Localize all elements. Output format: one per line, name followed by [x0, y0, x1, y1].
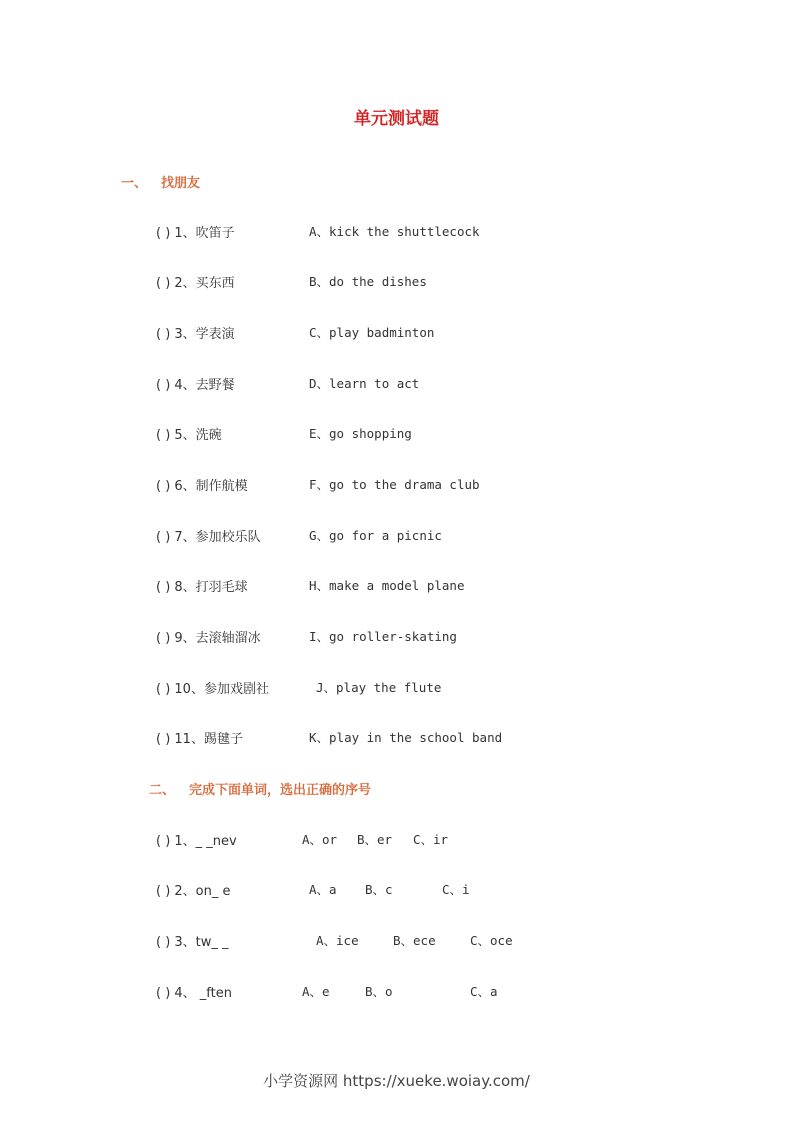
list-item [0, 830, 793, 850]
list-item [0, 272, 793, 292]
list-item [0, 374, 793, 394]
list-item [0, 728, 793, 748]
list-item [0, 424, 793, 444]
section-title: 找朋友 [161, 176, 201, 191]
section-heading-1 [121, 172, 200, 191]
question: ( ) 3、tw_ _ [156, 935, 229, 950]
question: ( ) 8、打羽毛球 [156, 580, 248, 595]
option-b: B、c [365, 882, 393, 897]
list-item [0, 678, 793, 698]
list-item [0, 931, 793, 951]
answer-option: G、go for a picnic [309, 528, 442, 543]
option-c: C、a [470, 984, 498, 999]
question: ( ) 2、买东西 [156, 276, 235, 291]
question: ( ) 10、参加戏剧社 [156, 682, 269, 697]
question: ( ) 6、制作航模 [156, 479, 248, 494]
option-a: A、e [302, 984, 330, 999]
option-b: B、ece [393, 933, 436, 948]
answer-option: J、play the flute [316, 680, 442, 695]
question: ( ) 2、on_ e [156, 884, 231, 899]
list-item [0, 982, 793, 1002]
answer-option: H、make a model plane [309, 578, 465, 593]
question: ( ) 1、吹笛子 [156, 226, 235, 241]
answer-option: I、go roller-skating [309, 629, 457, 644]
question: ( ) 4、去野餐 [156, 378, 235, 393]
section-heading-2 [149, 779, 371, 798]
question: ( ) 9、去滚轴溜冰 [156, 631, 261, 646]
option-a: A、a [309, 882, 337, 897]
option-a: A、ice [316, 933, 359, 948]
question: ( ) 1、_ _nev [156, 834, 237, 849]
answer-option: D、learn to act [309, 376, 420, 391]
answer-option: B、do the dishes [309, 274, 427, 289]
option-c: C、ir [413, 832, 449, 847]
list-item [0, 222, 793, 242]
footer-watermark: 小学资源网 https://xueke.woiay.com/ [263, 1072, 530, 1090]
question: ( ) 4、 _ften [156, 986, 232, 1001]
question: ( ) 5、洗碗 [156, 428, 222, 443]
list-item [0, 880, 793, 900]
question: ( ) 7、参加校乐队 [156, 530, 261, 545]
option-b: B、er [357, 832, 393, 847]
option-b: B、o [365, 984, 393, 999]
list-item [0, 576, 793, 596]
section-title: 完成下面单词，选出正确的序号 [189, 783, 372, 798]
answer-option: E、go shopping [309, 426, 412, 441]
answer-option: K、play in the school band [309, 730, 503, 745]
list-item [0, 323, 793, 343]
option-a: A、or [302, 832, 338, 847]
page-title: 单元测试题 [354, 109, 439, 129]
list-item [0, 627, 793, 647]
option-c: C、oce [470, 933, 513, 948]
question: ( ) 11、踢毽子 [156, 732, 243, 747]
option-c: C、i [442, 882, 470, 897]
section-number: 一、 [121, 176, 148, 191]
section-number: 二、 [149, 783, 176, 798]
list-item [0, 475, 793, 495]
answer-option: F、go to the drama club [309, 477, 480, 492]
answer-option: C、play badminton [309, 325, 435, 340]
list-item [0, 526, 793, 546]
answer-option: A、kick the shuttlecock [309, 224, 480, 239]
question: ( ) 3、学表演 [156, 327, 235, 342]
